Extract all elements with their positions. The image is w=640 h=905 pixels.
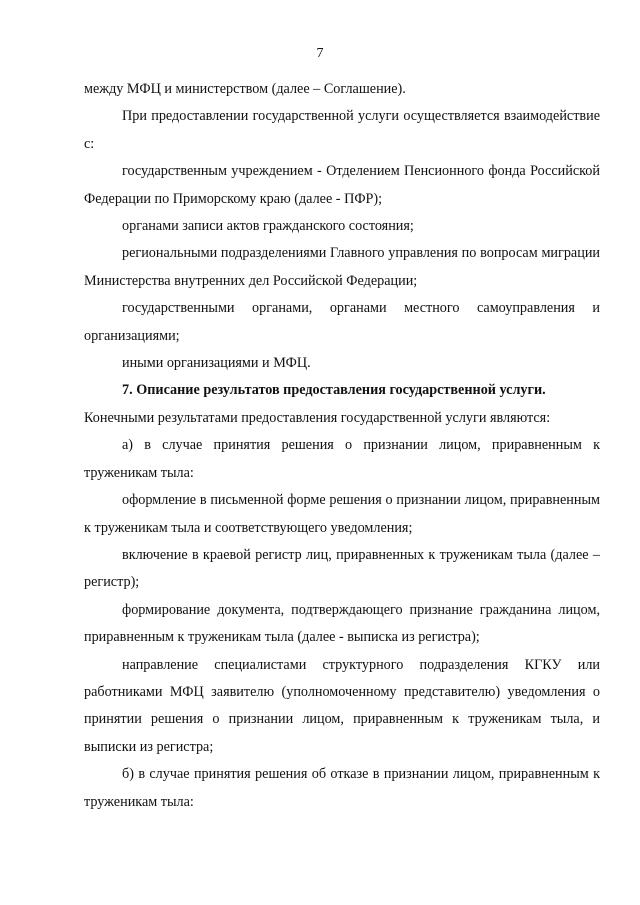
paragraph: б) в случае принятия решения об отказе в признании лицом, приравненным к труженикам тыла: bbox=[84, 766, 600, 810]
paragraph: между МФЦ и министерством (далее – Соглашение). bbox=[84, 81, 406, 97]
paragraph: направление специалистами структурного подразделения КГКУ или работниками МФЦ заявителю (уполномоченному представителю) уведомления о принятии решения о признании лицом, приравненным к труженикам тыла, и выписки из регистра; bbox=[84, 656, 600, 755]
paragraph: оформление в письменной форме решения о признании лицом, приравненным к труженикам тыла и соответствующего уведомления; bbox=[84, 492, 600, 536]
paragraph: органами записи актов гражданского состояния; bbox=[122, 218, 414, 235]
paragraph: включение в краевой регистр лиц, приравненных к труженикам тыла (далее – регистр); bbox=[84, 546, 600, 591]
paragraph: При предоставлении государственной услуги осуществляется взаимодействие с: bbox=[84, 108, 600, 152]
paragraph: государственным учреждением - Отделением Пенсионного фонда Российской Федерации по Приморскому краю (далее - ПФР); bbox=[84, 163, 600, 207]
section-heading: 7. Описание результатов предоставления государственной услуги. bbox=[122, 382, 546, 399]
paragraph: иными организациями и МФЦ. bbox=[122, 355, 311, 372]
paragraph: Конечными результатами предоставления государственной услуги являются: bbox=[84, 409, 551, 426]
paragraph: формирование документа, подтверждающего признание гражданина лицом, приравненным к труженикам тыла (далее - выписка из регистра); bbox=[84, 601, 600, 646]
paragraph: государственными органами, органами местного самоуправления и организациями; bbox=[84, 300, 600, 344]
paragraph: региональными подразделениями Главного управления по вопросам миграции Министерства внутренних дел Российской Федерации; bbox=[84, 245, 600, 289]
document-body bbox=[84, 76, 600, 816]
paragraph: а) в случае принятия решения о признании лицом, приравненным к труженикам тыла: bbox=[84, 437, 600, 481]
page-number: 7 bbox=[316, 46, 324, 61]
